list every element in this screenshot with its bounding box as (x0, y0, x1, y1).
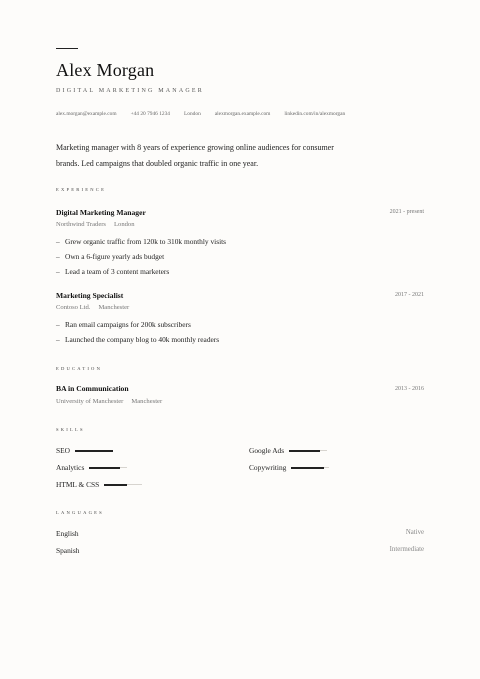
job-title: Marketing Specialist (56, 291, 124, 300)
skill-level-fill (75, 450, 113, 452)
job-bullet (56, 252, 164, 261)
profile-summary: Marketing manager with 8 years of experience growing online audiences for consumer brands. Led campaigns that doubled organic traffic in one year. (56, 143, 334, 168)
contact-phone[interactable]: +44 20 7946 1234 (130, 111, 170, 117)
skill-level-fill (104, 484, 127, 486)
skill-level-bar (75, 450, 113, 451)
bullet-text: Ran email campaigns for 200k subscribers (65, 320, 191, 329)
candidate-name: Alex Morgan (56, 60, 155, 80)
language-level: Native (405, 529, 424, 536)
skill-name: Copywriting (249, 463, 287, 472)
section-label-education: EDUCATION (56, 366, 103, 371)
job-bullet (56, 335, 219, 344)
job-meta (56, 304, 129, 311)
job-company: Contoso Ltd. (56, 304, 91, 311)
language-name: Spanish (56, 546, 80, 555)
bullet-text: Launched the company blog to 40k monthly readers (65, 335, 220, 344)
school-name: University of Manchester (56, 398, 124, 405)
skill-item (56, 463, 127, 472)
contact-line (56, 111, 359, 117)
skill-name: Analytics (56, 463, 85, 472)
job-bullet (56, 320, 191, 329)
skill-level-bar (289, 450, 327, 451)
contact-email[interactable]: alex.morgan@example.com (56, 111, 117, 117)
job-dates: 2017 - 2021 (395, 292, 424, 298)
school-location: Manchester (131, 398, 163, 405)
skill-level-fill (289, 450, 320, 452)
job-meta (56, 221, 135, 228)
skill-name: Google Ads (249, 446, 285, 455)
contact-website[interactable]: alexmorgan.example.com (214, 111, 271, 117)
job-title: Digital Marketing Manager (56, 208, 146, 217)
skill-level-fill (291, 467, 323, 469)
skill-level-bar (89, 467, 127, 468)
degree-title: BA in Communication (56, 384, 129, 393)
job-company: Northwind Traders (56, 221, 107, 228)
bullet-text: Own a 6-figure yearly ads budget (65, 252, 165, 261)
section-label-skills: SKILLS (56, 427, 85, 432)
header-accent-rule (56, 48, 78, 49)
language-level: Intermediate (389, 546, 424, 553)
job-dates: 2021 - present (389, 209, 424, 215)
skill-level-bar (291, 467, 329, 468)
contact-linkedin[interactable]: linkedin.com/in/alexmorgan (284, 111, 346, 117)
bullet-text: Grew organic traffic from 120k to 310k monthly visits (65, 237, 227, 246)
education-meta (56, 398, 162, 405)
section-label-languages: LANGUAGES (56, 510, 104, 515)
dash-marker: – (56, 267, 60, 276)
skill-item (249, 446, 327, 455)
section-label-experience: EXPERIENCE (56, 187, 107, 192)
skill-item (249, 463, 329, 472)
dash-marker: – (56, 252, 60, 261)
job-bullet (56, 267, 169, 276)
contact-location: London (184, 111, 201, 117)
dash-marker: – (56, 335, 60, 344)
dash-marker: – (56, 237, 60, 246)
skill-name: HTML & CSS (56, 480, 100, 489)
skill-level-bar (104, 484, 142, 485)
skill-level-fill (89, 467, 119, 469)
dash-marker: – (56, 320, 60, 329)
skill-item (56, 480, 142, 489)
language-name: English (56, 529, 79, 538)
education-dates: 2013 - 2016 (395, 386, 424, 392)
job-location: Manchester (98, 304, 130, 311)
skill-name: SEO (56, 446, 70, 455)
job-bullet (56, 237, 226, 246)
skill-item (56, 446, 113, 455)
bullet-text: Lead a team of 3 content marketers (65, 267, 170, 276)
job-location: London (114, 221, 135, 228)
candidate-title: DIGITAL MARKETING MANAGER (56, 88, 204, 94)
